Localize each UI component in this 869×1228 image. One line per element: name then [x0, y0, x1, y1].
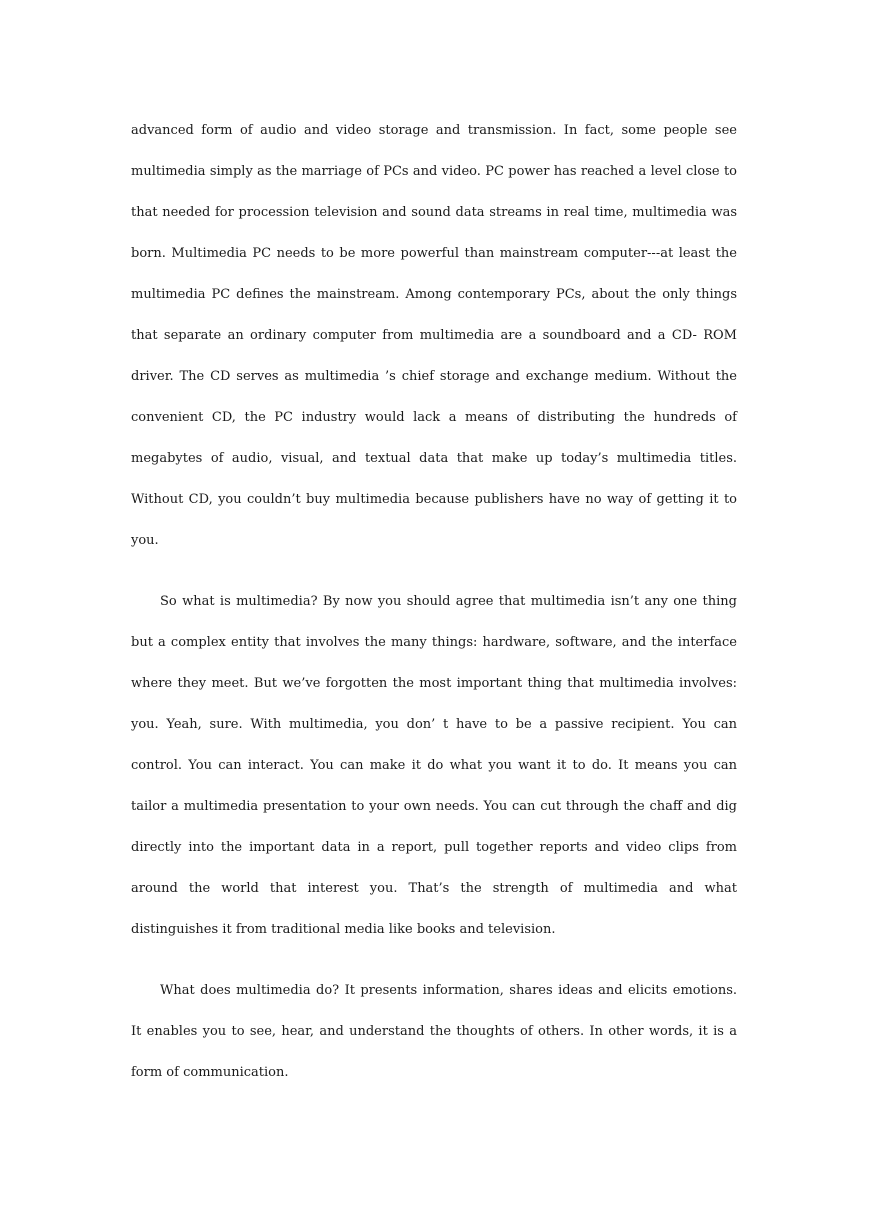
- paragraph-1: advanced form of audio and video storage and transmission. In fact, some people see multimedia simply as the marriage of PCs and video. PC power has reached a level close to that needed for procession television and sound data streams in real time, multimedia was born. Multimedia PC needs to be more powerful than mainstream computer---at least the multimedia PC defines the mainstream. Among contemporary PCs, about the only things that separate an ordinary computer from multimedia are a soundboard and a CD- ROM driver. The CD serves as multimedia ’s chief storage and exchange medium. Without the convenient CD, the PC industry would lack a means of distributing the hundreds of megabytes of audio, visual, and textual data that make up today’s multimedia titles. Without CD, you couldn’t buy multimedia because publishers have no way of getting it to you.: [131, 123, 737, 548]
- paragraph-3: What does multimedia do? It presents information, shares ideas and elicits emotions. It enables you to see, hear, and understand the thoughts of others. In other words, it is a form of communication.: [131, 983, 737, 1080]
- paragraph-2: So what is multimedia? By now you should agree that multimedia isn’t any one thing but a complex entity that involves the many things: hardware, software, and the interface where they meet. But we’ve forgotten the most important thing that multimedia involves: you. Yeah, sure. With multimedia, you don’ t have to be a passive recipient. You can control. You can interact. You can make it do what you want it to do. It means you can tailor a multimedia presentation to your own needs. You can cut through the chaff and dig directly into the important data in a report, pull together reports and video clips from around the world that interest you. That’s the strength of multimedia and what distinguishes it from traditional media like books and television.: [131, 594, 737, 937]
- document-page: [131, 110, 737, 1093]
